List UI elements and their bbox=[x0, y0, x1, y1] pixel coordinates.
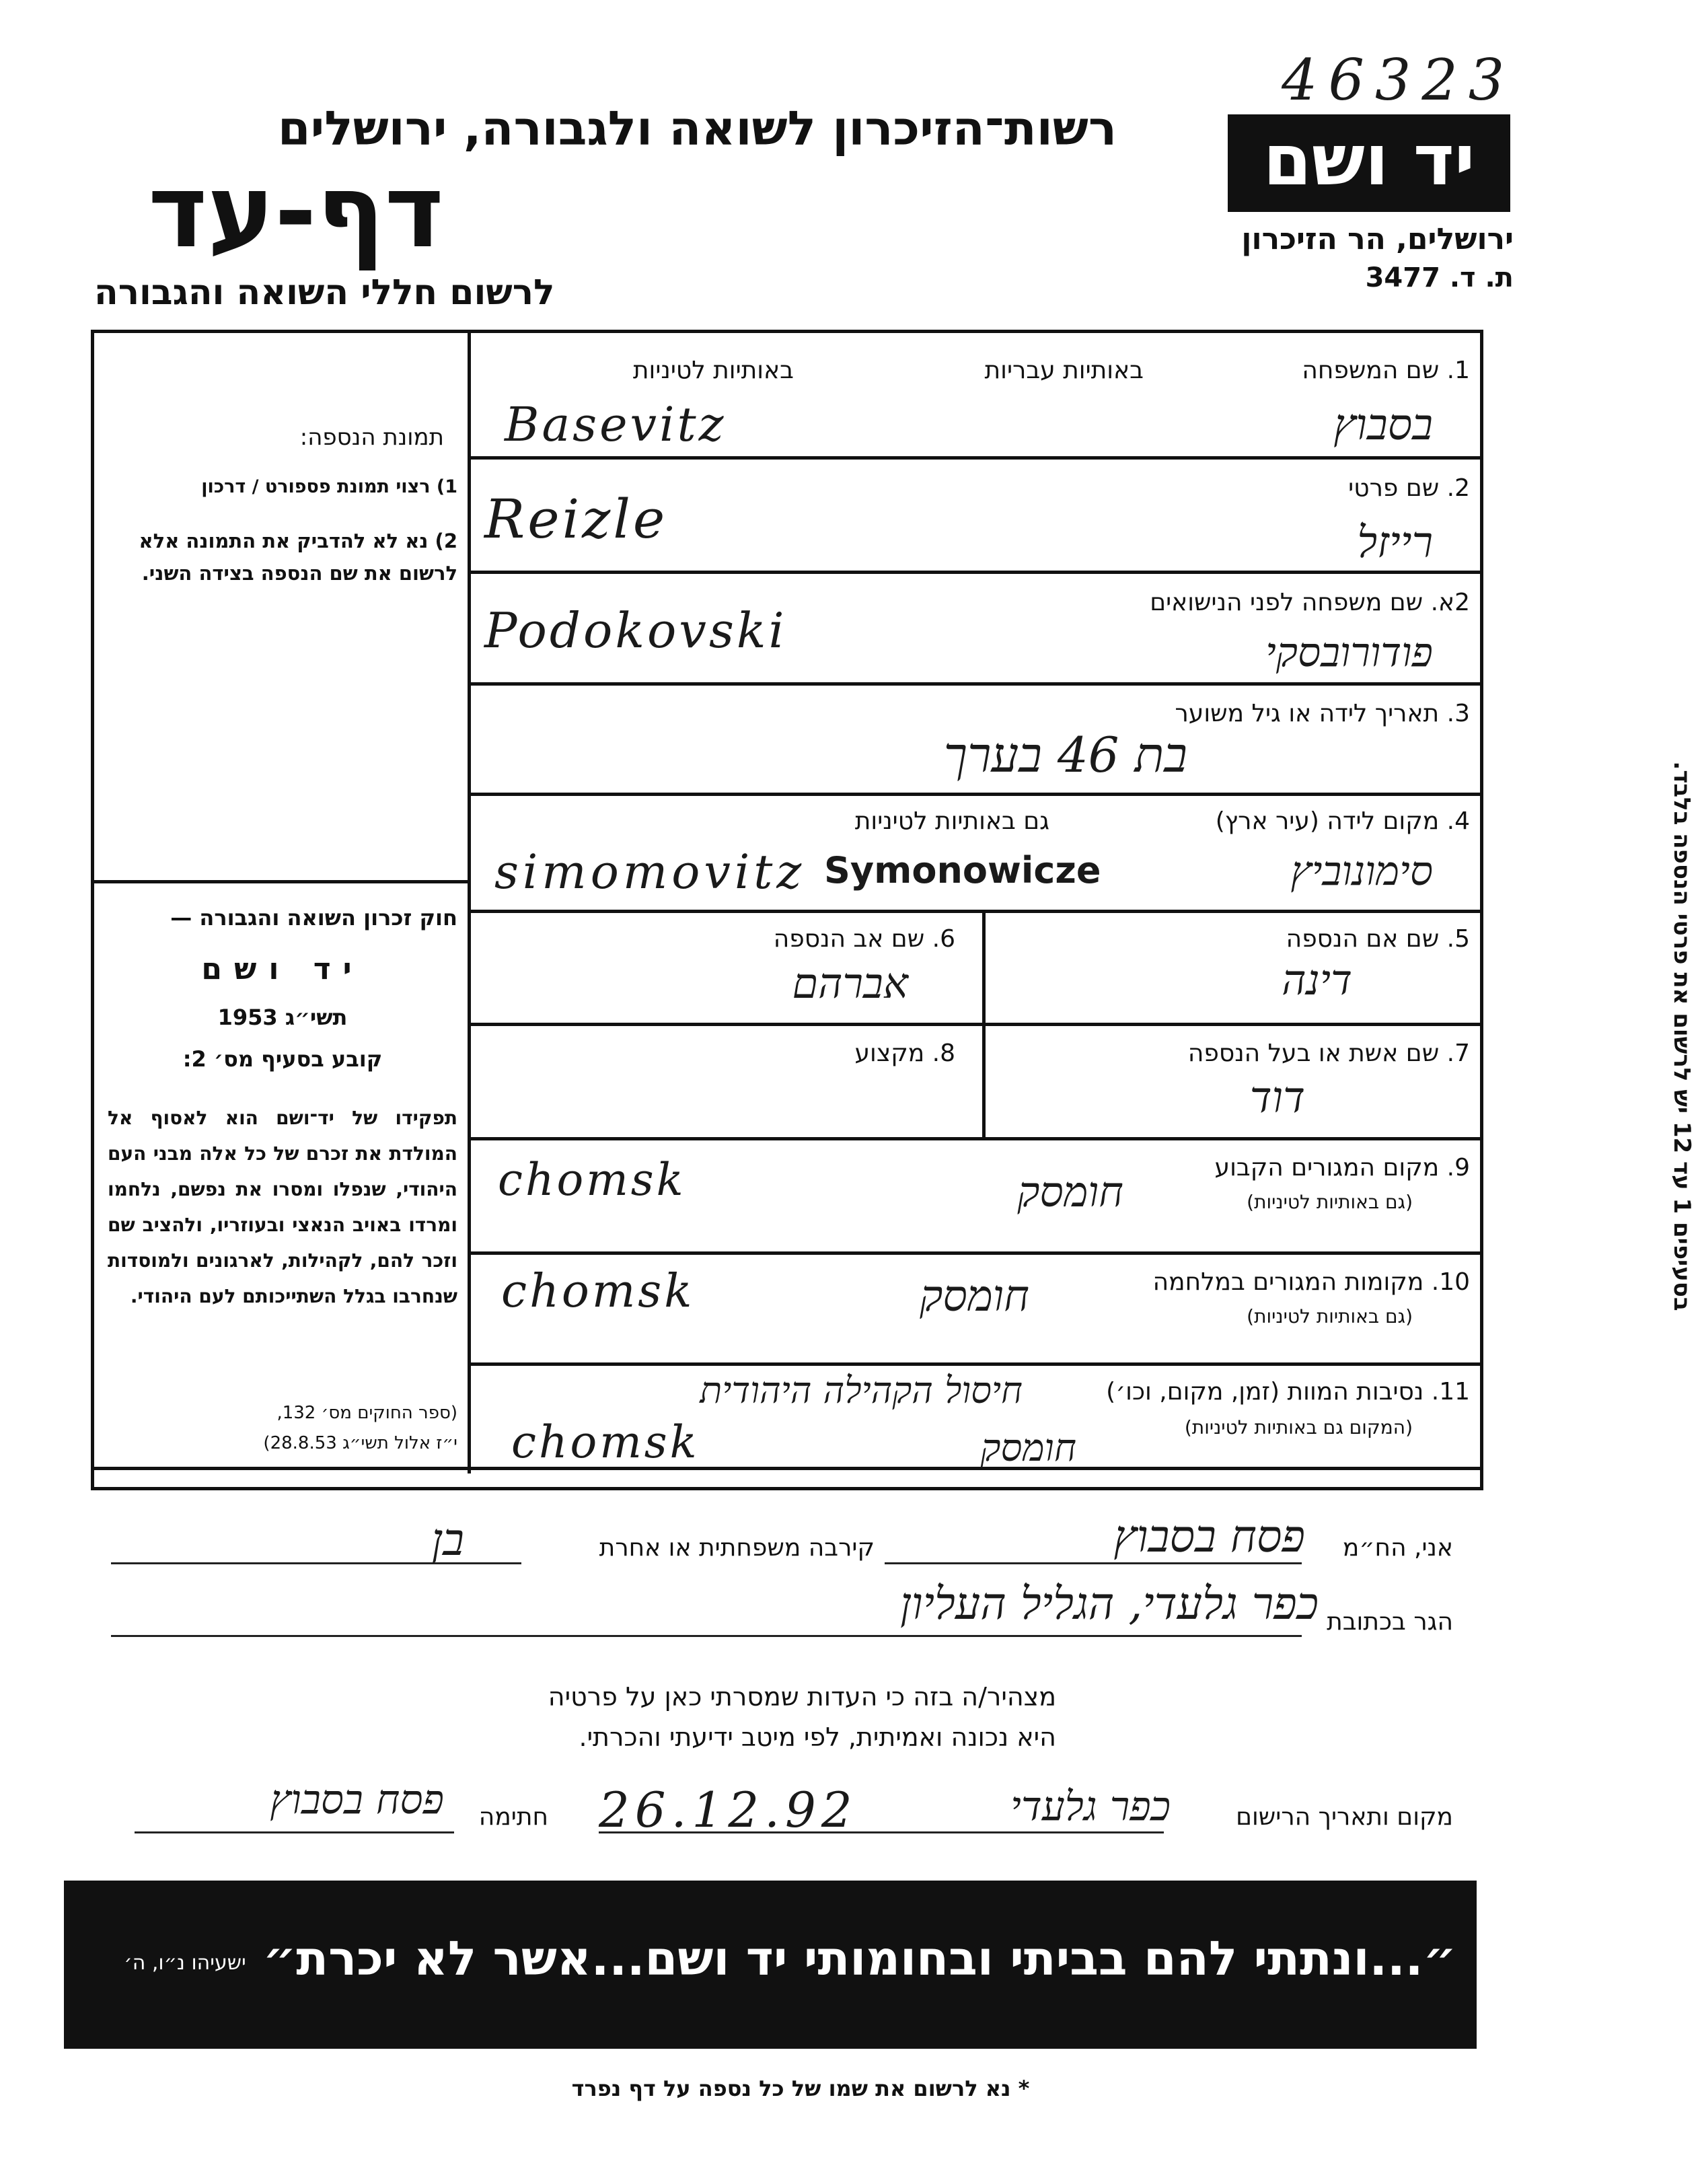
footer-note: * נא לרשום את שמו של כל נספה על דף נפרד bbox=[571, 2076, 1030, 2101]
signature-line bbox=[135, 1831, 454, 1833]
field-9-latin-value[interactable]: chomsk bbox=[498, 1154, 686, 1206]
field-3-value[interactable]: בת 46 בערך bbox=[943, 727, 1187, 783]
row-sep-3 bbox=[468, 682, 1483, 686]
address-label: הגר בכתובת bbox=[1327, 1608, 1453, 1636]
law-ref-2: י״ז אלול תשי״ג 28.8.53) bbox=[263, 1433, 457, 1453]
logo-text: יד ושם bbox=[1263, 119, 1475, 201]
law-clause: קובע בסעיף מס׳ 2: bbox=[182, 1046, 383, 1072]
field-2-latin-value[interactable]: Reizle bbox=[484, 488, 668, 550]
form-bottom-rule bbox=[91, 1467, 1483, 1470]
field-9-hebrew-value[interactable]: חומסק bbox=[1017, 1167, 1123, 1216]
field-8-label: 8. מקצוע bbox=[854, 1040, 955, 1067]
field-1-latin-value[interactable]: Basevitz bbox=[505, 397, 727, 452]
photo-title: תמונת הנספה: bbox=[299, 424, 444, 451]
yad-vashem-logo bbox=[1228, 114, 1510, 212]
photo-note-2: 2) נא לא להדביק את התמונה אלא לרשום את שם הנספה בצידה השני. bbox=[139, 530, 457, 585]
law-text: תפקידו של יד־ושם הוא לאסוף אל המולדת את זכרם של כל אלה מבני העם היהודי, שנפלו ומסרו את נפשם, נלחמו ומרדו באויב הנאצי ובעוזריו, ולהציב שם וזכר להם, לקהילות, לארגונים ולמוסדות שנחרבו בגלל השתייכותם לעם היהודי. bbox=[108, 1107, 457, 1307]
field-1-hebrew-value[interactable]: בסבוץ bbox=[1333, 400, 1433, 450]
field-4-latin-column: גם באותיות לטיניות bbox=[854, 807, 1049, 835]
banner-quote: ״...ונתתי להם בביתי ובחומותי יד ושם...אשר לא יכרת״ bbox=[262, 1931, 1456, 1986]
field-4-latin-value[interactable]: simomovitz bbox=[494, 844, 806, 900]
side-note: בסעיפים 1 עד 12 יש לרשום את פרטי הנספה בלבד. bbox=[1668, 761, 1695, 1311]
field-11-label: 11. נסיבות המוות (זמן, מקום, וכו׳) bbox=[1106, 1378, 1470, 1406]
field-2-label: 2. שם פרטי bbox=[1348, 474, 1470, 502]
law-ref-1: (ספר החוקים מס׳ 132, bbox=[276, 1403, 457, 1423]
row-sep-1 bbox=[468, 456, 1483, 460]
authority-title: רשות־הזיכרון לשואה ולגבורה, ירושלים bbox=[277, 101, 1117, 156]
signature-label: חתימה bbox=[478, 1803, 548, 1831]
quote-banner bbox=[64, 1881, 1477, 2049]
field-1-latin-column: באותיות לטיניות bbox=[632, 357, 794, 384]
row-sep-5 bbox=[468, 910, 1483, 913]
field-2a-latin-value[interactable]: Podokovski bbox=[484, 602, 787, 659]
statement-line-1: מצהיר/ה בזה כי העדות שמסרתי כאן על פרטיה bbox=[548, 1682, 1056, 1712]
field-4-hebrew-value[interactable]: סימונוביץ bbox=[1290, 848, 1433, 895]
address-line bbox=[111, 1635, 1302, 1637]
place-date-label: מקום ותאריך הרישום bbox=[1236, 1803, 1453, 1831]
document-number: 46323 bbox=[1282, 47, 1516, 113]
field-11-latin-value[interactable]: chomsk bbox=[511, 1416, 700, 1468]
field-11-hebrew-place[interactable]: חומסק bbox=[980, 1426, 1076, 1470]
photo-note-1: 1) רצוי תמונת פספורט / דרכון bbox=[201, 476, 457, 497]
field-4-label: 4. מקום לידה (עיר ארץ) bbox=[1215, 807, 1470, 835]
field-10-label: 10. מקומות המגורים במלחמה bbox=[1152, 1268, 1470, 1296]
address-value[interactable]: כפר גלעדי, הגליל העליון bbox=[900, 1578, 1319, 1630]
field-1-hebrew-column: באותיות עבריות bbox=[984, 357, 1144, 384]
field-10-sub: (גם באותיות לטיניות) bbox=[1247, 1305, 1413, 1327]
relation-value[interactable]: בן bbox=[431, 1514, 464, 1566]
row-sep-2 bbox=[468, 571, 1483, 574]
row-sep-8 bbox=[468, 1251, 1483, 1255]
left-panel-divider bbox=[468, 330, 471, 1473]
field-2a-hebrew-value[interactable]: פודורובסקי bbox=[1265, 629, 1433, 676]
field-9-label: 9. מקום המגורים הקבוע bbox=[1214, 1154, 1470, 1181]
row-sep-4 bbox=[468, 793, 1483, 796]
law-title: חוק זכרון השואה והגבורה — bbox=[170, 905, 457, 931]
law-name: יד ושם bbox=[201, 952, 364, 986]
row-sep-9 bbox=[468, 1362, 1483, 1366]
relation-label: קירבה משפחתית או אחרת bbox=[599, 1534, 875, 1562]
row-sep-7 bbox=[468, 1137, 1483, 1140]
field-9-sub: (גם באותיות לטיניות) bbox=[1247, 1191, 1413, 1213]
page-title: דף-עד bbox=[148, 153, 444, 270]
page-subtitle: לרשום חללי השואה והגבורה bbox=[94, 272, 555, 313]
date-value[interactable]: 26.12.92 bbox=[599, 1782, 858, 1838]
split-7-8 bbox=[982, 1023, 986, 1137]
address-line-1: ירושלים, הר הזיכרון bbox=[1241, 222, 1514, 256]
row-sep-6 bbox=[468, 1023, 1483, 1026]
declarant-label: אני, הח״מ bbox=[1342, 1534, 1453, 1562]
declarant-value[interactable]: פסח בסבוץ bbox=[1113, 1510, 1305, 1562]
field-2a-label: 2א. שם משפחה לפני הנישואים bbox=[1150, 589, 1470, 616]
statement-line-2: היא נכונה ואמיתית, לפי מיטב ידיעתי והכרתי. bbox=[579, 1722, 1056, 1752]
signature-value[interactable]: פסח בסבוץ bbox=[270, 1776, 444, 1823]
field-4-latin-value-2[interactable]: Symonowicze bbox=[824, 849, 1101, 891]
field-7-value[interactable]: דוד bbox=[1249, 1073, 1305, 1123]
field-10-latin-value[interactable]: chomsk bbox=[501, 1265, 695, 1318]
address-line-2: ת. ד. 3477 bbox=[1365, 262, 1514, 293]
field-5-value[interactable]: דינה bbox=[1282, 955, 1352, 1005]
field-5-label: 5. שם אם הנספה bbox=[1286, 925, 1470, 953]
field-3-label: 3. תאריך לידה או גיל משוער bbox=[1175, 700, 1470, 727]
field-11-sub: (המקום גם באותיות לטיניות) bbox=[1184, 1416, 1413, 1439]
field-11-hebrew-value[interactable]: חיסול הקהילה היהודית bbox=[700, 1369, 1023, 1412]
field-6-value[interactable]: אברהם bbox=[792, 959, 908, 1008]
field-1-label: 1. שם המשפחה bbox=[1302, 357, 1470, 384]
place-value[interactable]: כפר גלעדי bbox=[1010, 1783, 1171, 1830]
left-panel-separator bbox=[91, 880, 471, 883]
split-5-6 bbox=[982, 910, 986, 1024]
field-7-label: 7. שם אשת או בעל הנספה bbox=[1187, 1040, 1470, 1067]
field-10-hebrew-value[interactable]: חומסק bbox=[920, 1272, 1029, 1321]
law-year: תשי״ג 1953 bbox=[217, 1005, 348, 1030]
field-6-label: 6. שם אב הנספה bbox=[773, 925, 955, 953]
field-2-hebrew-value[interactable]: רייזל bbox=[1357, 518, 1433, 568]
banner-source: ישעיהו נ״ו, ה׳ bbox=[124, 1951, 246, 1975]
